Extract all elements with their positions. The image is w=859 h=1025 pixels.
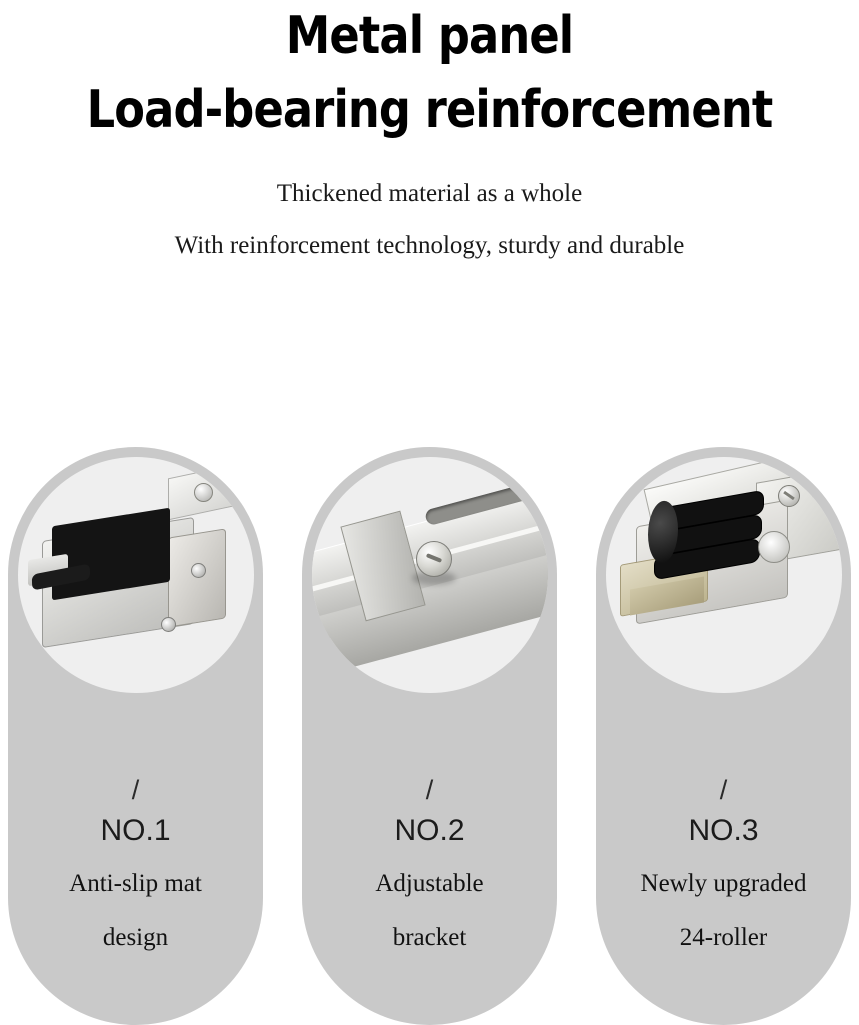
headline-block (0, 0, 859, 141)
screw-icon (778, 485, 800, 507)
feature-card-3 (596, 447, 851, 1025)
card-caption-1 (8, 777, 263, 951)
subtitle-line-1: Thickened material as a whole (276, 180, 583, 208)
subtitle-line-2: With reinforcement technology, sturdy and durable (174, 231, 685, 259)
anti-slip-mat-photo (18, 457, 254, 693)
screw-icon (194, 483, 213, 502)
caption-divider: / (131, 775, 140, 805)
card-description-line-2: 24-roller (679, 923, 768, 951)
metal-side-shape (168, 528, 226, 627)
feature-card-2 (302, 447, 557, 1025)
adjustable-bracket-photo (312, 457, 548, 693)
card-number-label: NO.3 (688, 814, 759, 847)
subtitle-block (0, 180, 859, 259)
card-description-line-2: design (102, 923, 169, 951)
screw-icon (161, 617, 176, 632)
feature-cards (0, 447, 859, 1025)
card-description-line-1: Anti-slip mat (69, 870, 202, 897)
roller-photo (606, 457, 842, 693)
card-description-line-2: bracket (392, 923, 467, 951)
feature-card-1 (8, 447, 263, 1025)
caption-divider: / (425, 775, 434, 805)
wheel-hub-icon (758, 531, 790, 563)
card-caption-2 (302, 777, 557, 951)
card-description-line-1: Adjustable (375, 870, 484, 897)
page-title-line-2: Load-bearing reinforcement (86, 80, 773, 141)
card-caption-3 (596, 777, 851, 951)
caption-divider: / (719, 775, 728, 805)
page-title-line-1: Metal panel (285, 6, 574, 66)
card-description-line-1: Newly upgraded (640, 870, 807, 897)
screw-icon (191, 563, 206, 578)
card-number-label: NO.1 (100, 814, 171, 847)
adjustment-knob-icon (416, 541, 452, 577)
card-number-label: NO.2 (394, 814, 465, 847)
